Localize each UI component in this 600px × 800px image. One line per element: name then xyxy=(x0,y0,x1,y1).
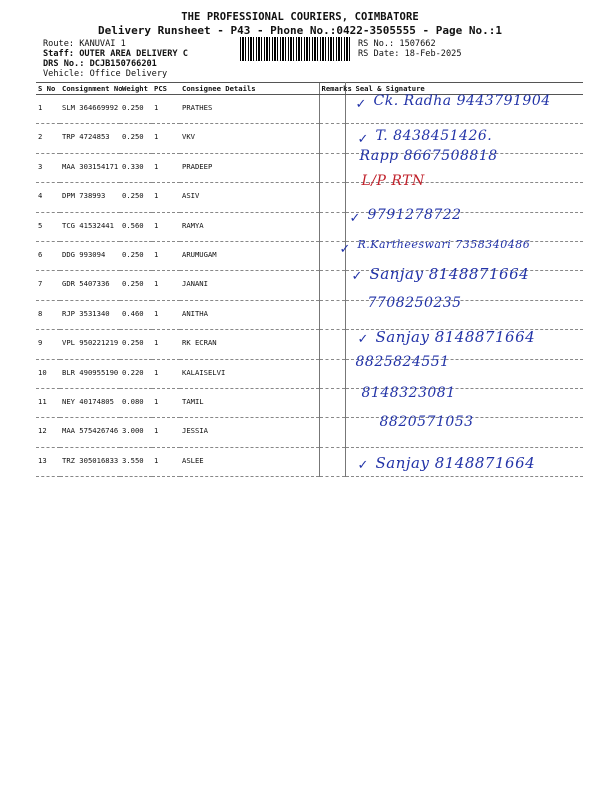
check-mark-icon: ✓ xyxy=(357,332,369,348)
remarks-cell xyxy=(319,418,345,447)
remarks-cell xyxy=(319,183,345,212)
consignment-no-cell: NEY 40174805 xyxy=(60,388,120,417)
consignment-no-cell: DDG 993094 xyxy=(60,241,120,270)
col-consignment-header: Consignment No xyxy=(62,84,123,93)
table-row xyxy=(36,271,583,300)
signature-cell xyxy=(345,414,583,447)
remarks-cell xyxy=(319,330,345,359)
weight-cell: 0.250 xyxy=(120,183,152,212)
runsheet-table xyxy=(36,82,583,477)
consignee-cell: TAMIL xyxy=(180,388,319,417)
remarks-cell xyxy=(319,271,345,300)
rs-no-label: RS No.: xyxy=(358,39,395,49)
handwritten-signature: L/P RTN xyxy=(361,173,425,190)
col-consignee-header: Consignee Details xyxy=(180,83,319,95)
staff-value: OUTER AREA DELIVERY C xyxy=(79,49,188,59)
consignee-cell: ASLEE xyxy=(180,447,319,476)
consignee-cell: JANANI xyxy=(180,271,319,300)
weight-cell: 0.220 xyxy=(120,359,152,388)
drs-line xyxy=(43,59,157,69)
vehicle-line xyxy=(43,69,167,79)
route-value: KANUVAI 1 xyxy=(79,39,126,49)
consignment-no-cell: SLM 364669992 xyxy=(60,95,120,124)
consignment-no-cell: BLR 490955190 xyxy=(60,359,120,388)
consignee-cell: VKV xyxy=(180,124,319,153)
handwritten-signature: 8148323081 xyxy=(361,384,456,401)
handwritten-signature: Sanjay 8148871664 xyxy=(375,328,536,347)
weight-cell: 0.080 xyxy=(120,388,152,417)
sno-cell: 8 xyxy=(36,300,60,329)
signature-cell xyxy=(345,95,583,124)
consignee-cell: KALAISELVI xyxy=(180,359,319,388)
pcs-cell: 1 xyxy=(152,153,180,182)
staff-label: Staff: xyxy=(43,49,75,59)
weight-cell: 3.000 xyxy=(120,418,152,447)
table-row xyxy=(36,447,583,476)
table-row xyxy=(36,124,583,153)
consignment-no-cell: GDR 5407336 xyxy=(60,271,120,300)
handwritten-signature: R.Kartheeswari 7358340486 xyxy=(357,237,531,251)
remarks-cell xyxy=(319,153,345,182)
sno-cell: 6 xyxy=(36,241,60,270)
consignment-no-cell: VPL 950221219 xyxy=(60,330,120,359)
pcs-cell: 1 xyxy=(152,447,180,476)
handwritten-signature: Ck. Radha 9443791904 xyxy=(373,93,551,109)
remarks-cell xyxy=(319,359,345,388)
table-row xyxy=(36,300,583,329)
consignee-cell: RAMYA xyxy=(180,212,319,241)
handwritten-signature: 8820571053 xyxy=(379,414,474,431)
pcs-cell: 1 xyxy=(152,95,180,124)
consignment-no-cell: MAA 575426746 xyxy=(60,418,120,447)
table-row xyxy=(36,418,583,447)
staff-line xyxy=(43,49,188,59)
pcs-cell: 1 xyxy=(152,300,180,329)
weight-cell: 0.460 xyxy=(120,300,152,329)
sno-cell: 5 xyxy=(36,212,60,241)
sno-cell: 11 xyxy=(36,388,60,417)
remarks-cell xyxy=(319,447,345,476)
check-mark-icon: ✓ xyxy=(339,241,351,257)
rs-date-label: RS Date: xyxy=(358,49,400,59)
company-title: THE PROFESSIONAL COURIERS, COIMBATORE xyxy=(181,11,419,23)
sno-cell: 7 xyxy=(36,271,60,300)
handwritten-signature: 8825824551 xyxy=(355,353,450,370)
handwritten-signature: 7708250235 xyxy=(367,294,462,311)
consignee-cell: ARUMUGAM xyxy=(180,241,319,270)
signature-cell xyxy=(345,447,583,476)
weight-cell: 0.250 xyxy=(120,330,152,359)
consignee-cell: PRADEEP xyxy=(180,153,319,182)
col-signature-header: Seal & Signature xyxy=(345,83,583,95)
col-remarks-header: Remarks xyxy=(319,83,345,95)
rs-date-line xyxy=(358,49,462,59)
handwritten-signature: Sanjay 8148871664 xyxy=(375,453,536,472)
remarks-cell xyxy=(319,212,345,241)
consignment-no-cell: TRZ 305016833 xyxy=(60,447,120,476)
consignee-cell: PRATHES xyxy=(180,95,319,124)
consignment-no-cell: TCG 41532441 xyxy=(60,212,120,241)
consignment-no-cell: RJP 3531340 xyxy=(60,300,120,329)
sno-cell: 10 xyxy=(36,359,60,388)
sno-cell: 4 xyxy=(36,183,60,212)
weight-cell: 0.560 xyxy=(120,212,152,241)
sno-cell: 13 xyxy=(36,447,60,476)
pcs-cell: 1 xyxy=(152,418,180,447)
runsheet-subtitle: Delivery Runsheet - P43 - Phone No.:0422-3505555 - Page No.:1 xyxy=(98,24,502,37)
sno-cell: 3 xyxy=(36,153,60,182)
check-mark-icon: ✓ xyxy=(349,210,361,226)
weight-cell: 0.250 xyxy=(120,241,152,270)
pcs-cell: 1 xyxy=(152,124,180,153)
table-row xyxy=(36,183,583,212)
check-mark-icon: ✓ xyxy=(357,457,369,473)
consignee-cell: RK ECRAN xyxy=(180,330,319,359)
pcs-cell: 1 xyxy=(152,183,180,212)
table-row xyxy=(36,388,583,417)
sno-cell: 12 xyxy=(36,418,60,447)
pcs-cell: 1 xyxy=(152,241,180,270)
weight-cell: 0.330 xyxy=(120,153,152,182)
handwritten-signature: Sanjay 8148871664 xyxy=(369,265,530,284)
table-row xyxy=(36,153,583,182)
route-label: Route: xyxy=(43,39,75,49)
table-row xyxy=(36,95,583,124)
col-pcs-header: PCS xyxy=(152,83,180,95)
col-weight-header: Weight xyxy=(120,83,152,95)
remarks-cell xyxy=(319,95,345,124)
remarks-cell xyxy=(319,388,345,417)
handwritten-signature: 9791278722 xyxy=(367,206,462,223)
check-mark-icon: ✓ xyxy=(357,132,369,148)
consignee-cell: ASIV xyxy=(180,183,319,212)
pcs-cell: 1 xyxy=(152,271,180,300)
consignment-no-cell: TRP 4724853 xyxy=(60,124,120,153)
drs-value: DCJB150766201 xyxy=(89,59,157,69)
check-mark-icon: ✓ xyxy=(355,97,367,112)
pcs-cell: 1 xyxy=(152,330,180,359)
weight-cell: 3.550 xyxy=(120,447,152,476)
handwritten-signature: T. 8438451426. xyxy=(375,128,493,145)
weight-cell: 0.250 xyxy=(120,124,152,153)
pcs-cell: 1 xyxy=(152,212,180,241)
weight-cell: 0.250 xyxy=(120,271,152,300)
vehicle-label: Vehicle: xyxy=(43,69,85,79)
sno-cell: 1 xyxy=(36,95,60,124)
rs-no-line xyxy=(358,39,436,49)
remarks-cell xyxy=(319,300,345,329)
pcs-cell: 1 xyxy=(152,359,180,388)
barcode-image xyxy=(240,37,352,61)
vehicle-value: Office Delivery xyxy=(89,69,168,79)
rs-date-value: 18-Feb-2025 xyxy=(404,49,462,59)
route-line xyxy=(43,39,126,49)
pcs-cell: 1 xyxy=(152,388,180,417)
consignment-no-cell: DPM 738993 xyxy=(60,183,120,212)
consignee-cell: ANITHA xyxy=(180,300,319,329)
table-row xyxy=(36,330,583,359)
signature-cell xyxy=(345,294,583,329)
col-sno-header: S No xyxy=(36,83,60,95)
check-mark-icon: ✓ xyxy=(351,269,363,285)
drs-label: DRS No.: xyxy=(43,59,85,69)
handwritten-signature: Rapp 8667508818 xyxy=(359,147,498,164)
remarks-cell xyxy=(319,124,345,153)
consignment-no-cell: MAA 303154171 xyxy=(60,153,120,182)
consignee-cell: JESSIA xyxy=(180,418,319,447)
sno-cell: 2 xyxy=(36,124,60,153)
sno-cell: 9 xyxy=(36,330,60,359)
table-row xyxy=(36,359,583,388)
weight-cell: 0.250 xyxy=(120,95,152,124)
rs-no-value: 1507662 xyxy=(399,39,436,49)
